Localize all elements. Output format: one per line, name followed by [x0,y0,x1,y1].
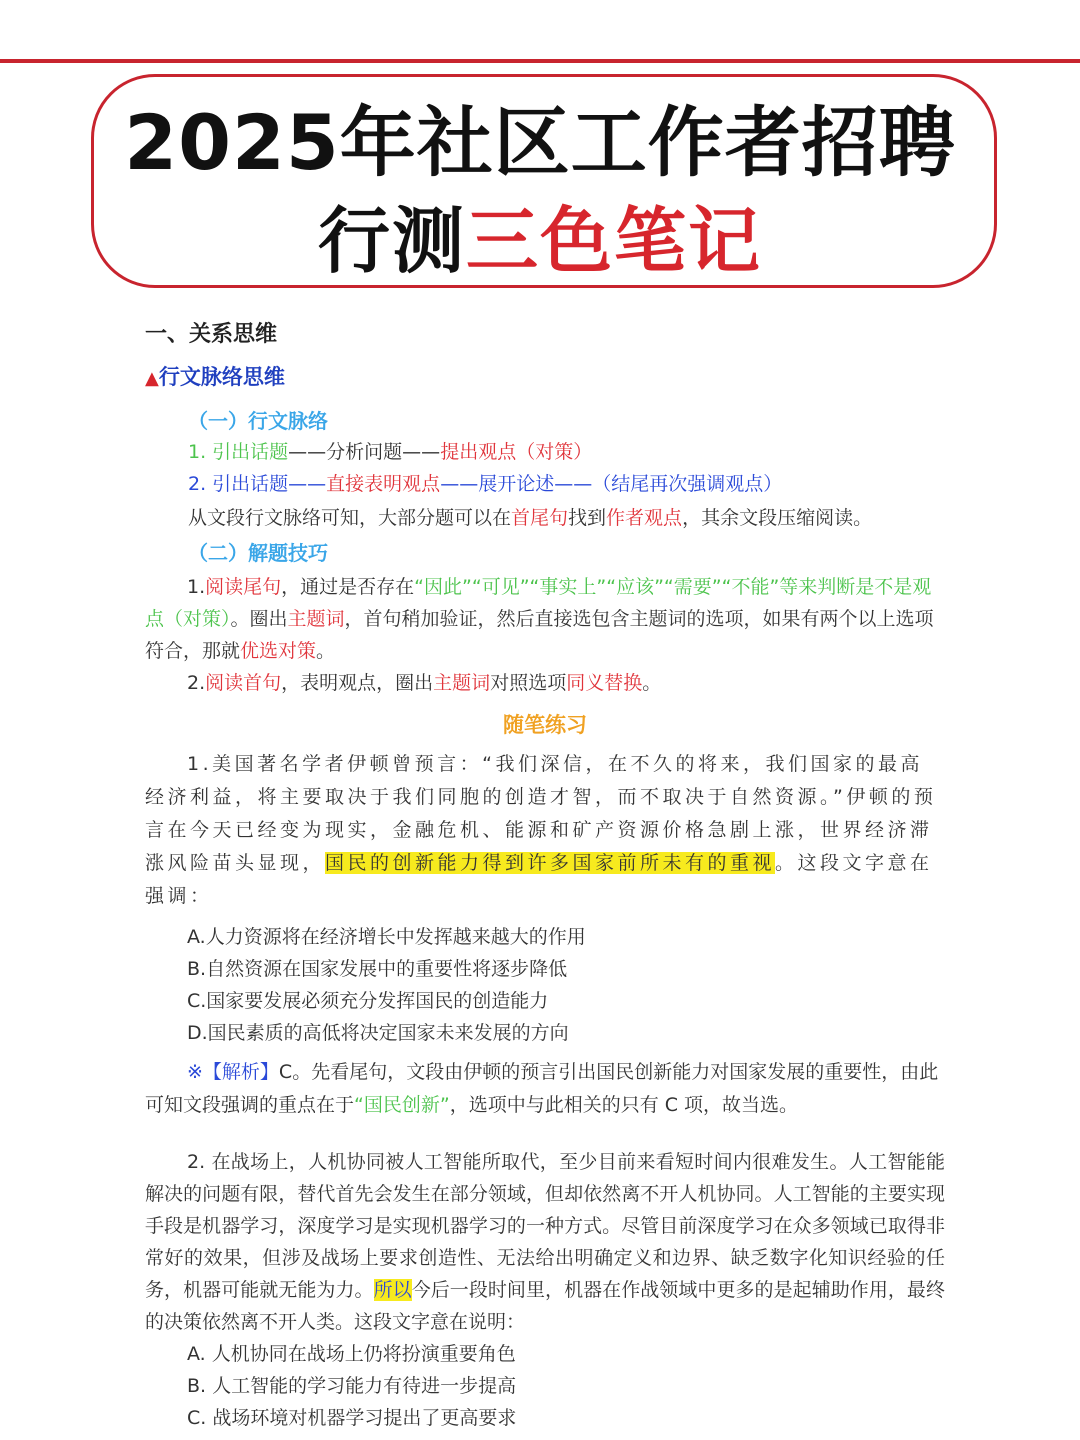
page-title: 2025年社区工作者招聘 [124,98,956,187]
subtitle-black: 行测 [317,199,466,283]
option-a: A.人力资源将在经济增长中发挥越来越大的作用 [187,926,586,948]
page-subtitle [0,196,1080,286]
q2-option-c: C. 战场环境对机器学习提出了更高要求 [187,1407,517,1429]
part1-heading: （一）行文脉络 [188,409,328,433]
subheading-block [145,362,945,394]
part1-block [188,406,948,500]
flow-line-2: 2. 引出话题——直接表明观点——展开论述——（结尾再次强调观点） [188,473,783,495]
top-red-rule [0,59,1080,63]
part2-heading-block [188,538,948,568]
question-1-options [145,921,945,1049]
q2-option-a: A. 人机协同在战场上仍将扮演重要角色 [187,1343,516,1365]
triangle-marker-icon: ▲ [145,368,159,389]
part1-summary: 从文段行文脉络可知，大部分题可以在首尾句找到作者观点，其余文段压缩阅读。 [188,507,873,529]
subtitle-red: 三色笔记 [466,199,763,283]
tip-1: 1.阅读尾句，通过是否存在“因此”“可见”“事实上”“应该”“需要”“不能”等来判断是不是观点（对策）。圈出主题词，首句稍加验证，然后直接选包含主题词的选项，如果有两个以上选项符合，那就优选对策。 [145,576,934,662]
question-1-stem: 1.美国著名学者伊顿曾预言：“我们深信，在不久的将来，我们国家的最高经济利益，将主要取决于我们同胞的创造才智，而不取决于自然资源。”伊顿的预言在今天已经变为现实，金融危机、能源和矿产资源价格急剧上涨，世界经济滞涨风险苗头显现，国民的创新能力得到许多国家前所未有的重视。这段文字意在强调： [145,753,937,907]
highlighted-phrase: 国民的创新能力得到许多国家前所未有的重视 [325,852,776,874]
subheading: ▲行文脉络思维 [145,365,285,389]
highlighted-word: 所以 [373,1279,412,1301]
option-d: D.国民素质的高低将决定国家未来发展的方向 [187,1022,569,1044]
option-b: B.自然资源在国家发展中的重要性将逐步降低 [187,958,568,980]
practice-heading-block [145,709,945,741]
question-1-analysis: ※【解析】C。先看尾句，文段由伊顿的预言引出国民创新能力对国家发展的重要性，由此可知文段强调的重点在于“国民创新”，选项中与此相关的只有 C 项，故当选。 [145,1061,939,1116]
flow-line-1: 1. 引出话题——分析问题——提出观点（对策） [188,441,593,463]
practice-heading: 随笔练习 [503,713,587,737]
question-1 [145,748,945,913]
q2-option-b: B. 人工智能的学习能力有待进一步提高 [187,1375,517,1397]
analysis-label: ※【解析】 [187,1061,279,1083]
section-heading: 一、关系思维 [145,322,278,347]
tip-2: 2.阅读首句，表明观点，圈出主题词对照选项同义替换。 [187,672,662,694]
question-2 [145,1146,945,1338]
part2-heading: （二）解题技巧 [188,541,328,565]
option-c: C.国家要发展必须充分发挥国民的创造能力 [187,990,549,1012]
question-2-options [145,1338,945,1434]
section-heading-block [145,320,945,350]
question-2-stem: 2. 在战场上，人机协同被人工智能所取代，至少目前来看短时间内很难发生。人工智能能解决的问题有限，替代首先会发生在部分领域，但却依然离不开人机协同。人工智能的主要实现手段是机器学习，深度学习是实现机器学习的一种方式。尽管目前深度学习在众多领域已取得非常好的效果，但涉及战场上要求创造性、无法给出明确定义和边界、缺乏数字化知识经验的任务，机器可能就无能为力。所以今后一段时间里，机器在作战领域中更多的是起辅助作用，最终的决策依然离不开人类。这段文字意在说明： [145,1151,945,1333]
